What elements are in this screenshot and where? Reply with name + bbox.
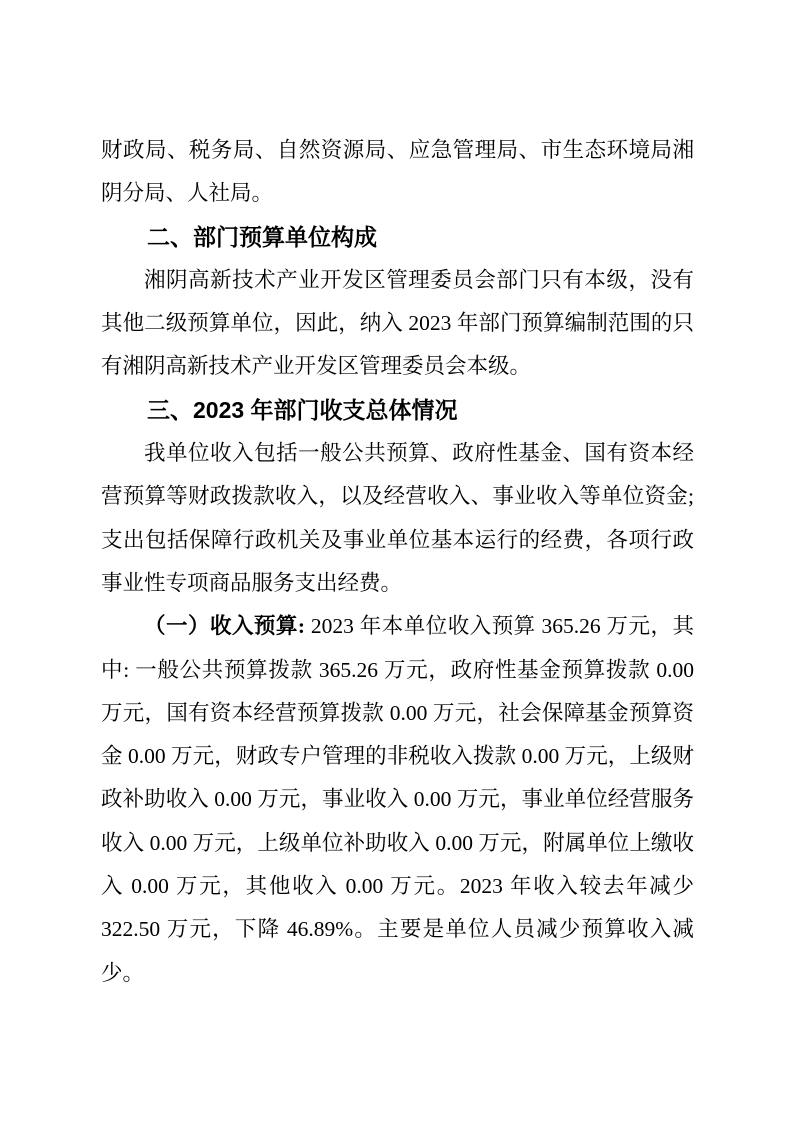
paragraph-revenue-expenditure-scope: 我单位收入包括一般公共预算、政府性基金、国有资本经营预算等财政拨款收入，以及经营收入、事业收入等单位资金;支出包括保障行政机关及事业单位基本运行的经费，各项行政事业性专项商品服务支出经费。 bbox=[101, 441, 694, 595]
income-budget-detail-text: 2023 年本单位收入预算 365.26 万元，其中: 一般公共预算拨款 365.26 万元，政府性基金预算拨款 0.00 万元，国有资本经营预算拨款 0.00 万元，社会保障基金预算资金 0.00 万元，财政专户管理的非税收入拨款 0.00 万元，上级财政补助收入 0.00 万元，事业收入 0.00 万元，事业单位经营服务收入 0.00 万元，上级单位补助收入 0.00 万元，附属单位上缴收入 0.00 万元，其他收入 0.00 万元。2023 年收入较去年减少 322.50 万元，下降 46.89%。主要是单位人员减少预算收入减少。 bbox=[101, 614, 694, 985]
paragraph-budget-unit-composition: 湘阴高新技术产业开发区管理委员会部门只有本级，没有其他二级预算单位，因此，纳入 2023 年部门预算编制范围的只有湘阴高新技术产业开发区管理委员会本级。 bbox=[101, 267, 694, 379]
paragraph-bureau-list: 财政局、税务局、自然资源局、应急管理局、市生态环境局湘阴分局、人社局。 bbox=[101, 138, 694, 206]
document-body bbox=[101, 129, 694, 995]
paragraph-income-budget bbox=[101, 605, 694, 995]
income-budget-lead-label: （一）收入预算: bbox=[144, 614, 306, 639]
section-heading-budget-unit-composition: 二、部门预算单位构成 bbox=[147, 223, 377, 250]
section-heading-2023-revenue-expenditure-overview: 三、2023 年部门收支总体情况 bbox=[147, 396, 458, 423]
